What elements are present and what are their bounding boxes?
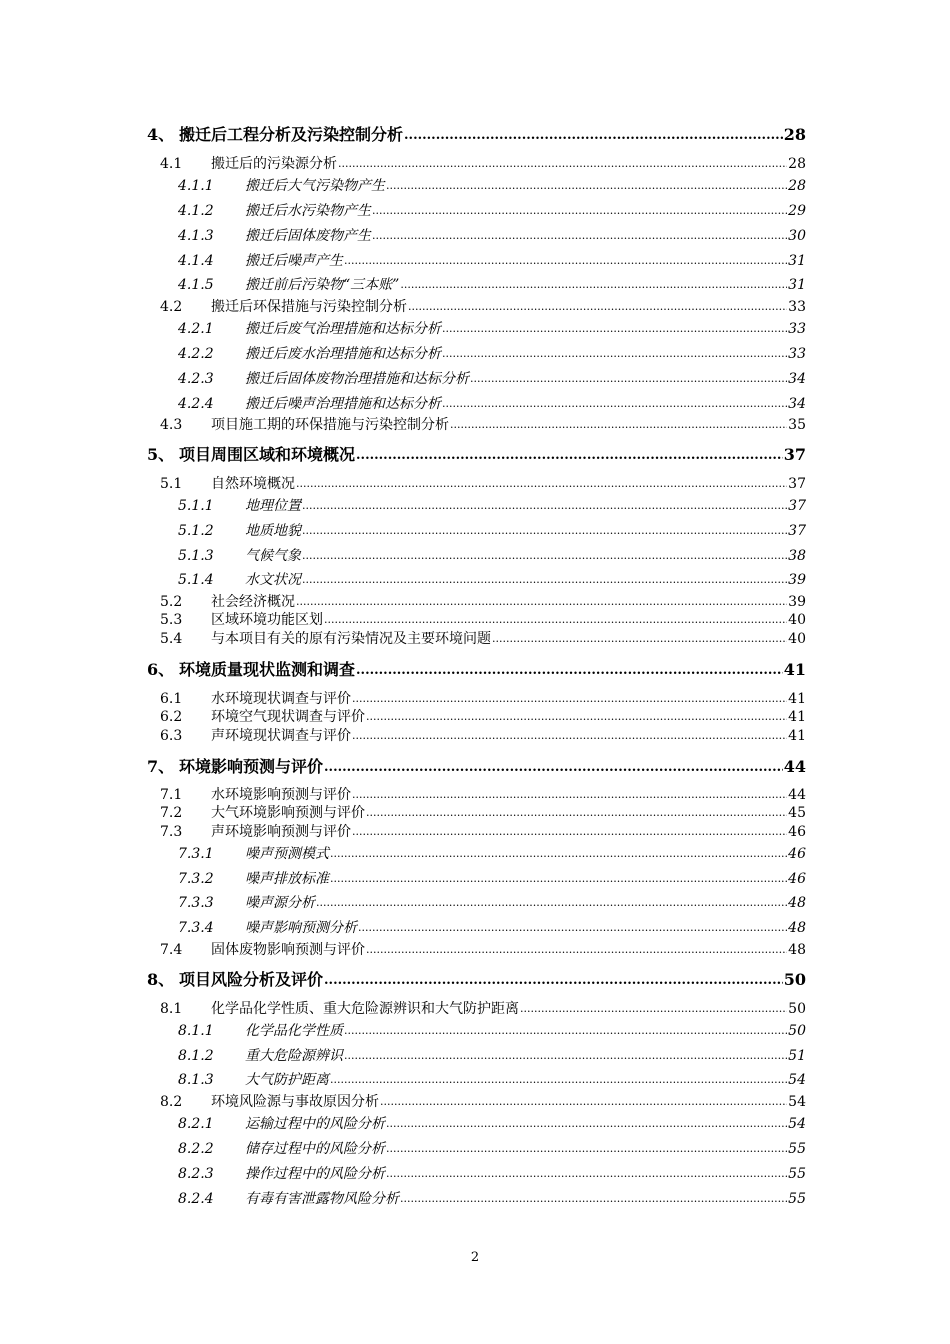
toc-section-6-1[interactable] [160, 692, 806, 706]
toc-subsection-7-3-3[interactable] [178, 896, 806, 910]
toc-title: 储存过程中的风险分析 [245, 1141, 385, 1157]
toc-title: 搬迁后大气污染物产生 [245, 178, 385, 194]
toc-page-number: 48 [788, 920, 806, 936]
toc-number: 6.3 [160, 728, 183, 744]
toc-page-number: 54 [788, 1094, 806, 1110]
toc-title: 搬迁后废气治理措施和达标分析 [245, 321, 441, 337]
toc-subsection-4-2-4[interactable] [178, 397, 806, 411]
toc-page-number: 34 [788, 396, 806, 412]
toc-number: 4.3 [160, 417, 183, 433]
toc-number: 8.1.3 [178, 1072, 214, 1088]
toc-section-4-3[interactable] [160, 418, 806, 432]
toc-subsection-4-2-3[interactable] [178, 372, 806, 386]
toc-title: 与本项目有关的原有污染情况及主要环境问题 [211, 631, 491, 647]
dot-leader [296, 476, 787, 490]
toc-page-number: 55 [788, 1141, 806, 1157]
toc-page-number: 33 [788, 346, 806, 362]
toc-title: 水文状况 [245, 572, 301, 588]
dot-leader [358, 920, 787, 934]
toc-number: 5.1.4 [178, 572, 214, 588]
toc-page-number: 55 [788, 1191, 806, 1207]
toc-number: 8.2.2 [178, 1141, 214, 1157]
toc-number: 7.1 [160, 787, 183, 803]
toc-title: 地理位置 [245, 498, 301, 514]
dot-leader [386, 1116, 787, 1130]
toc-title: 搬迁后固体废物产生 [245, 228, 371, 244]
toc-subsection-7-3-2[interactable] [178, 872, 806, 886]
toc-number: 4.1.1 [178, 178, 214, 194]
dot-leader [324, 758, 783, 774]
dot-leader [302, 523, 787, 537]
dot-leader [352, 728, 787, 742]
toc-section-7-3[interactable] [160, 825, 806, 839]
dot-leader [324, 612, 787, 626]
toc-page-number: 50 [783, 970, 806, 989]
toc-title: 自然环境概况 [211, 476, 295, 492]
toc-number: 5.2 [160, 594, 183, 610]
toc-page-number: 37 [788, 498, 806, 514]
toc-number: 5.1.2 [178, 523, 214, 539]
toc-title: 噪声影响预测分析 [245, 920, 357, 936]
toc-number: 8.2.3 [178, 1166, 214, 1182]
toc-subsection-4-2-1[interactable] [178, 322, 806, 336]
dot-leader [366, 709, 787, 723]
dot-leader [352, 824, 787, 838]
dot-leader [356, 661, 783, 677]
toc-page-number: 37 [783, 445, 806, 464]
dot-leader [330, 1072, 787, 1086]
toc-title: 操作过程中的风险分析 [245, 1166, 385, 1182]
toc-number: 4、 [147, 125, 175, 144]
toc-number: 5.1.1 [178, 498, 214, 514]
toc-title: 搬迁后水污染物产生 [245, 203, 371, 219]
toc-number: 4.2.3 [178, 371, 214, 387]
toc-subsection-7-3-4[interactable] [178, 921, 806, 935]
toc-section-8-2[interactable] [160, 1095, 806, 1109]
toc-section-5-2[interactable] [160, 595, 806, 609]
dot-leader [330, 871, 787, 885]
toc-page-number: 31 [788, 277, 806, 293]
toc-subsection-8-2-3[interactable] [178, 1167, 806, 1181]
toc-page-number: 46 [788, 871, 806, 887]
toc-page-number: 44 [788, 787, 806, 803]
toc-title: 水环境现状调查与评价 [211, 691, 351, 707]
toc-number: 5、 [147, 445, 175, 464]
toc-title: 环境空气现状调查与评价 [211, 709, 365, 725]
toc-title: 噪声排放标准 [245, 871, 329, 887]
toc-page-number: 40 [788, 612, 806, 628]
toc-number: 4.2.4 [178, 396, 214, 412]
toc-title: 运输过程中的风险分析 [245, 1116, 385, 1132]
toc-section-7-4[interactable] [160, 943, 806, 957]
toc-section-4-1[interactable] [160, 157, 806, 171]
dot-leader [404, 126, 783, 142]
toc-number: 6、 [147, 660, 175, 679]
toc-section-6-2[interactable] [160, 710, 806, 724]
toc-number: 8.1.1 [178, 1023, 214, 1039]
toc-title: 有毒有害泄露物风险分析 [245, 1191, 399, 1207]
toc-subsection-5-1-3[interactable] [178, 549, 806, 563]
toc-title: 搬迁前后污染物“三本账” [245, 277, 400, 293]
toc-page-number: 41 [788, 691, 806, 707]
toc-page-number: 41 [783, 660, 806, 679]
toc-title: 搬迁后噪声产生 [245, 253, 343, 269]
toc-number: 4.2 [160, 299, 183, 315]
toc-page-number: 48 [788, 942, 806, 958]
toc-number: 7.3.1 [178, 846, 214, 862]
toc-title: 环境影响预测与评价 [179, 757, 324, 776]
toc-chapter-5[interactable] [147, 447, 806, 463]
dot-leader [344, 1048, 787, 1062]
toc-subsection-4-2-2[interactable] [178, 347, 806, 361]
toc-page-number: 30 [788, 228, 806, 244]
toc-number: 4.1.2 [178, 203, 214, 219]
toc-title: 大气防护距离 [245, 1072, 329, 1088]
toc-page-number: 41 [788, 709, 806, 725]
toc-title: 气候气象 [245, 548, 301, 564]
toc-page-number: 41 [788, 728, 806, 744]
toc-page-number: 54 [788, 1072, 806, 1088]
dot-leader [442, 321, 787, 335]
dot-leader [296, 594, 787, 608]
dot-leader [316, 895, 787, 909]
dot-leader [450, 417, 787, 431]
dot-leader [386, 1141, 787, 1155]
dot-leader [366, 942, 787, 956]
toc-title: 噪声预测模式 [245, 846, 329, 862]
toc-subsection-8-2-1[interactable] [178, 1117, 806, 1131]
toc-title: 固体废物影响预测与评价 [211, 942, 365, 958]
toc-title: 项目风险分析及评价 [179, 970, 324, 989]
toc-title: 搬迁后固体废物治理措施和达标分析 [245, 371, 469, 387]
toc-number: 8.2.1 [178, 1116, 214, 1132]
toc-page-number: 40 [788, 631, 806, 647]
toc-page-number: 48 [788, 895, 806, 911]
toc-subsection-4-1-1[interactable] [178, 179, 806, 193]
toc-section-7-2[interactable] [160, 806, 806, 820]
toc-title: 环境质量现状监测和调查 [179, 660, 356, 679]
dot-leader [400, 277, 787, 291]
toc-title: 声环境现状调查与评价 [211, 728, 351, 744]
toc-title: 搬迁后废水治理措施和达标分析 [245, 346, 441, 362]
toc-number: 7.3.3 [178, 895, 214, 911]
toc-title: 搬迁后噪声治理措施和达标分析 [245, 396, 441, 412]
toc-number: 4.1 [160, 156, 183, 172]
dot-leader [380, 1094, 787, 1108]
toc-title: 社会经济概况 [211, 594, 295, 610]
dot-leader [352, 691, 787, 705]
toc-subsection-5-1-4[interactable] [178, 573, 806, 587]
toc-page-number: 50 [788, 1023, 806, 1039]
toc-number: 8.1 [160, 1001, 183, 1017]
dot-leader [372, 228, 787, 242]
toc-page-number: 35 [788, 417, 806, 433]
dot-leader [492, 631, 787, 645]
dot-leader [386, 1166, 787, 1180]
toc-number: 4.1.5 [178, 277, 214, 293]
toc-subsection-8-2-4[interactable] [178, 1192, 806, 1206]
toc-page-number: 54 [788, 1116, 806, 1132]
toc-page-number: 46 [788, 824, 806, 840]
dot-leader [400, 1191, 787, 1205]
toc-chapter-6[interactable] [147, 662, 806, 678]
toc-number: 4.2.1 [178, 321, 214, 337]
dot-leader [386, 178, 787, 192]
toc-page-number: 34 [788, 371, 806, 387]
toc-subsection-5-1-2[interactable] [178, 524, 806, 538]
dot-leader [470, 371, 787, 385]
toc-title: 搬迁后的污染源分析 [211, 156, 337, 172]
toc-number: 7.3 [160, 824, 183, 840]
toc-title: 搬迁后环保措施与污染控制分析 [211, 299, 407, 315]
toc-title: 项目周围区域和环境概况 [179, 445, 356, 464]
toc-page-number: 45 [788, 805, 806, 821]
toc-subsection-4-1-3[interactable] [178, 229, 806, 243]
toc-number: 7.4 [160, 942, 183, 958]
toc-page-number: 31 [788, 253, 806, 269]
toc-number: 8、 [147, 970, 175, 989]
page-number-footer: 2 [470, 1250, 480, 1265]
toc-subsection-4-1-2[interactable] [178, 204, 806, 218]
toc-section-5-3[interactable] [160, 613, 806, 627]
toc-number: 5.3 [160, 612, 183, 628]
toc-subsection-7-3-1[interactable] [178, 847, 806, 861]
toc-title: 化学品化学性质、重大危险源辨识和大气防护距离 [211, 1001, 519, 1017]
toc-page-number: 46 [788, 846, 806, 862]
toc-chapter-7[interactable] [147, 759, 806, 775]
toc-page-number: 50 [788, 1001, 806, 1017]
toc-page-number: 44 [783, 757, 806, 776]
dot-leader [442, 396, 787, 410]
toc-page-number: 29 [788, 203, 806, 219]
toc-title: 区域环境功能区划 [211, 612, 323, 628]
toc-number: 4.1.3 [178, 228, 214, 244]
toc-chapter-4[interactable] [147, 127, 806, 143]
toc-title: 大气环境影响预测与评价 [211, 805, 365, 821]
toc-section-5-1[interactable] [160, 477, 806, 491]
toc-page-number: 39 [788, 572, 806, 588]
dot-leader [324, 971, 783, 987]
toc-number: 4.1.4 [178, 253, 214, 269]
toc-page-number: 39 [788, 594, 806, 610]
toc-number: 5.1 [160, 476, 183, 492]
toc-title: 化学品化学性质 [245, 1023, 343, 1039]
toc-page-number: 37 [788, 476, 806, 492]
toc-title: 水环境影响预测与评价 [211, 787, 351, 803]
toc-number: 6.1 [160, 691, 183, 707]
dot-leader [442, 346, 787, 360]
dot-leader [344, 253, 787, 267]
toc-title: 声环境影响预测与评价 [211, 824, 351, 840]
toc-title: 地质地貌 [245, 523, 301, 539]
toc-title: 项目施工期的环保措施与污染控制分析 [211, 417, 449, 433]
toc-number: 7、 [147, 757, 175, 776]
toc-page-number: 51 [788, 1048, 806, 1064]
toc-subsection-4-1-5[interactable] [178, 278, 806, 292]
toc-section-5-4[interactable] [160, 632, 806, 646]
toc-page-number: 38 [788, 548, 806, 564]
toc-number: 7.3.2 [178, 871, 214, 887]
dot-leader [408, 299, 787, 313]
toc-page-number: 33 [788, 299, 806, 315]
toc-number: 8.2.4 [178, 1191, 214, 1207]
toc-page-number: 28 [788, 178, 806, 194]
dot-leader [372, 203, 787, 217]
toc-subsection-4-1-4[interactable] [178, 254, 806, 268]
toc-number: 4.2.2 [178, 346, 214, 362]
toc-section-7-1[interactable] [160, 788, 806, 802]
toc-section-6-3[interactable] [160, 729, 806, 743]
toc-subsection-8-1-3[interactable] [178, 1073, 806, 1087]
toc-title: 环境风险源与事故原因分析 [211, 1094, 379, 1110]
dot-leader [302, 548, 787, 562]
toc-chapter-8[interactable] [147, 972, 806, 988]
dot-leader [338, 156, 787, 170]
toc-title: 噪声源分析 [245, 895, 315, 911]
dot-leader [330, 846, 787, 860]
toc-number: 8.1.2 [178, 1048, 214, 1064]
dot-leader [356, 446, 783, 462]
toc-subsection-5-1-1[interactable] [178, 499, 806, 513]
dot-leader [366, 805, 787, 819]
toc-section-8-1[interactable] [160, 1002, 806, 1016]
toc-number: 8.2 [160, 1094, 183, 1110]
toc-page-number: 28 [788, 156, 806, 172]
toc-page-number: 28 [783, 125, 806, 144]
toc-title: 重大危险源辨识 [245, 1048, 343, 1064]
toc-subsection-8-1-2[interactable] [178, 1049, 806, 1063]
dot-leader [344, 1023, 787, 1037]
dot-leader [520, 1001, 787, 1015]
toc-page-number: 37 [788, 523, 806, 539]
toc-section-4-2[interactable] [160, 300, 806, 314]
toc-number: 7.2 [160, 805, 183, 821]
toc-title: 搬迁后工程分析及污染控制分析 [179, 125, 404, 144]
dot-leader [302, 572, 787, 586]
toc-number: 5.1.3 [178, 548, 214, 564]
dot-leader [302, 498, 787, 512]
toc-subsection-8-2-2[interactable] [178, 1142, 806, 1156]
toc-page-number: 33 [788, 321, 806, 337]
toc-number: 6.2 [160, 709, 183, 725]
toc-page-number: 55 [788, 1166, 806, 1182]
toc-number: 5.4 [160, 631, 183, 647]
toc-number: 7.3.4 [178, 920, 214, 936]
toc-subsection-8-1-1[interactable] [178, 1024, 806, 1038]
dot-leader [352, 787, 787, 801]
